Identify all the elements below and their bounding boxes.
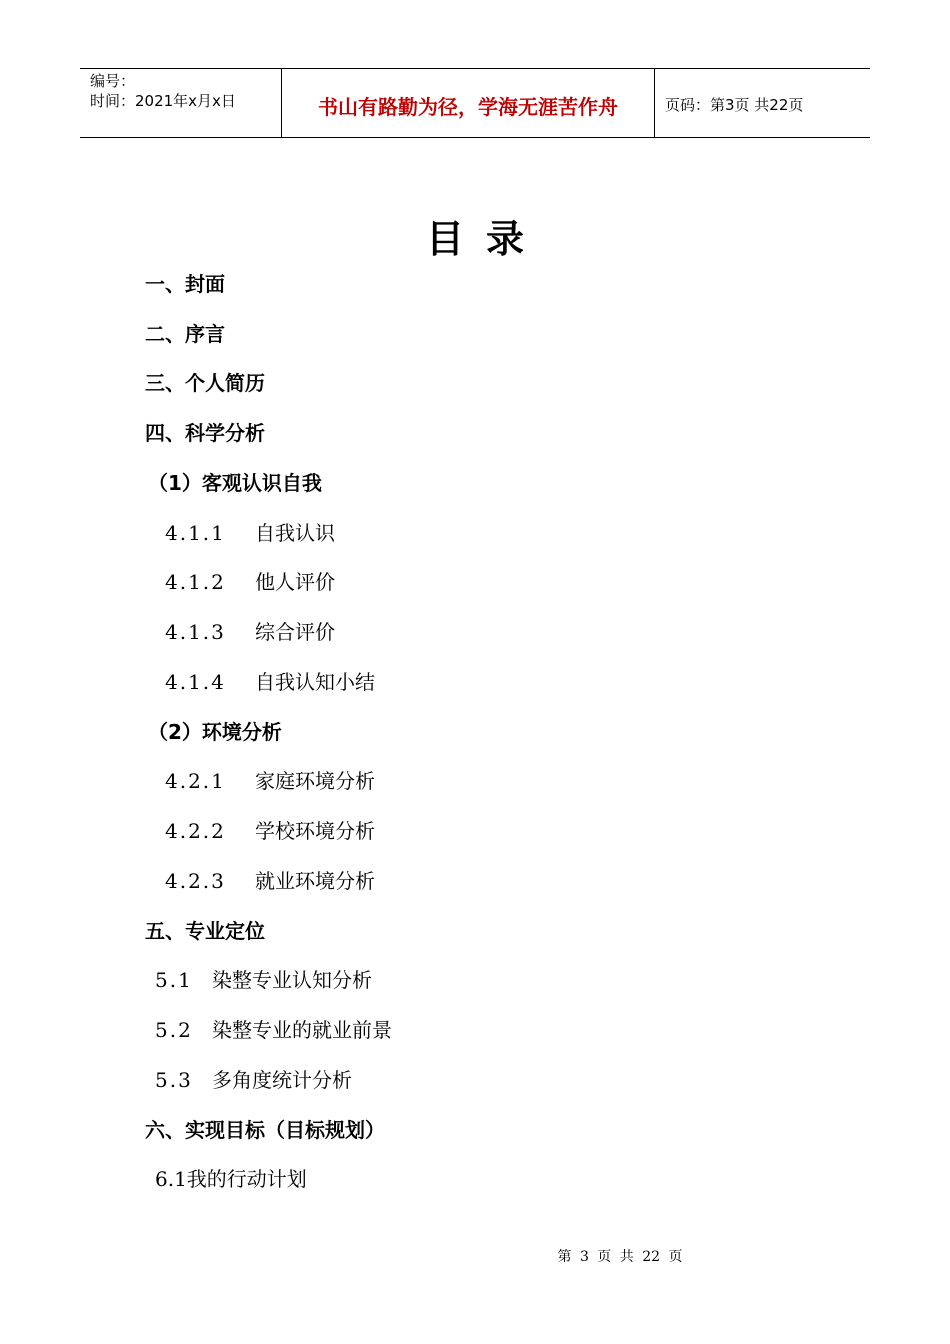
toc-item-4-1-2	[165, 570, 335, 594]
toc-item-number: 4.1.4	[165, 670, 226, 694]
header-motto: 书山有路勤为径，学海无涯苦作舟	[318, 95, 618, 119]
header-page-info: 页码：第3页 共22页	[665, 96, 804, 114]
toc-item-4-1-3	[165, 620, 335, 644]
toc-item-4-1-4	[165, 670, 375, 694]
document-time-label: 时间：2021年x月x日	[90, 92, 236, 110]
toc-item-6-1: 6.1我的行动计划	[155, 1167, 307, 1191]
header-motto-cell	[282, 69, 655, 137]
toc-item-label: 综合评价	[255, 620, 335, 644]
toc-item-environment: （2）环境分析	[148, 720, 282, 744]
toc-item-number: 4.2.3	[165, 869, 226, 893]
toc-item-major: 五、专业定位	[145, 919, 265, 943]
toc-item-5-3	[155, 1068, 352, 1092]
toc-item-resume: 三、个人简历	[145, 371, 265, 395]
toc-item-4-1-1	[165, 521, 335, 545]
toc-item-number: 5.1	[155, 968, 193, 992]
toc-item-label: 自我认知小结	[255, 670, 375, 694]
toc-item-4-2-1	[165, 769, 375, 793]
header-meta-cell	[80, 69, 282, 137]
toc-item-label: 学校环境分析	[255, 819, 375, 843]
toc-item-5-2	[155, 1018, 392, 1042]
toc-item-4-2-2	[165, 819, 375, 843]
toc-item-label: 家庭环境分析	[255, 769, 375, 793]
toc-item-4-2-3	[165, 869, 375, 893]
toc-item-analysis: 四、科学分析	[145, 421, 265, 445]
toc-item-number: 4.2.2	[165, 819, 226, 843]
toc-item-label: 染整专业的就业前景	[212, 1018, 392, 1042]
toc-item-label: 自我认识	[255, 521, 335, 545]
page-header	[80, 68, 870, 138]
toc-item-5-1	[155, 968, 372, 992]
toc-item-self-knowledge: （1）客观认识自我	[148, 471, 322, 495]
toc-item-number: 4.1.2	[165, 570, 226, 594]
toc-item-number: 4.2.1	[165, 769, 226, 793]
toc-item-number: 5.3	[155, 1068, 193, 1092]
toc-item-goals: 六、实现目标（目标规划）	[145, 1118, 385, 1142]
toc-item-label: 他人评价	[255, 570, 335, 594]
toc-item-label: 就业环境分析	[255, 869, 375, 893]
header-page-cell	[655, 69, 870, 137]
toc-item-cover: 一、封面	[145, 272, 225, 296]
toc-item-label: 染整专业认知分析	[212, 968, 372, 992]
toc-item-preface: 二、序言	[145, 322, 225, 346]
toc-title: 目录	[425, 216, 546, 261]
page-footer: 第 3 页 共 22 页	[557, 1249, 683, 1265]
toc-item-number: 5.2	[155, 1018, 193, 1042]
document-number-label: 编号：	[90, 72, 136, 90]
toc-item-number: 4.1.3	[165, 620, 226, 644]
toc-item-number: 4.1.1	[165, 521, 226, 545]
toc-item-label: 多角度统计分析	[212, 1068, 352, 1092]
